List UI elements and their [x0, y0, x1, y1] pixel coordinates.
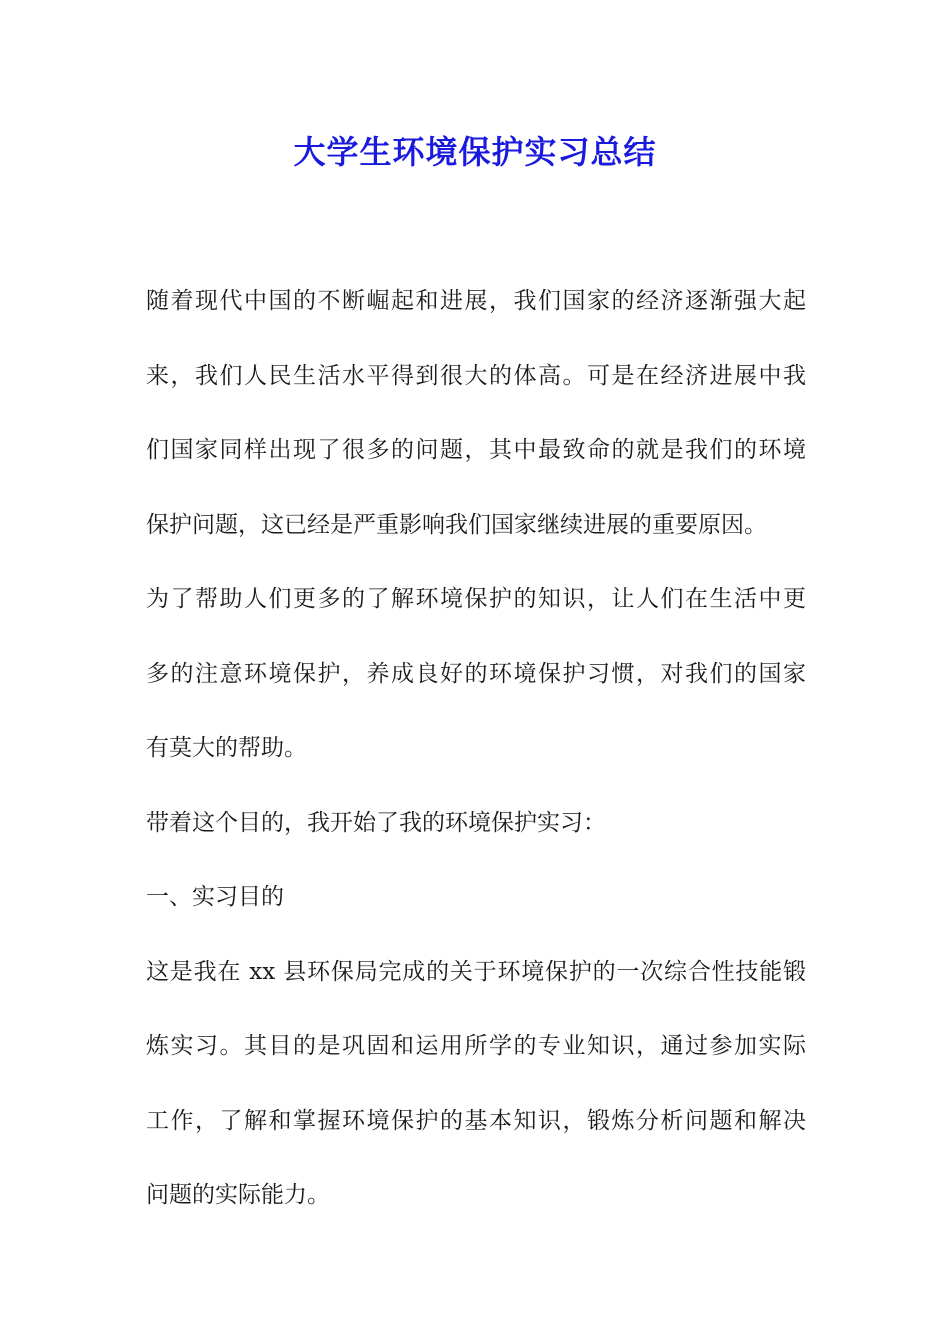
body-line: 带着这个目的，我开始了我的环境保护实习： — [146, 809, 606, 836]
body-line: 炼实习。其目的是巩固和运用所学的专业知识，通过参加实际 — [146, 1033, 806, 1059]
body-line: 们国家同样出现了很多的问题，其中最致命的就是我们的环境 — [146, 437, 806, 463]
body-line: 这是我在 xx 县环保局完成的关于环境保护的一次综合性技能锻 — [146, 958, 806, 985]
document-title: 大学生环境保护实习总结 — [293, 133, 657, 171]
body-line: 保护问题，这已经是严重影响我们国家继续进展的重要原因。 — [146, 511, 767, 538]
document-body — [146, 264, 806, 1233]
body-line: 一、实习目的 — [146, 884, 284, 910]
body-line: 问题的实际能力。 — [146, 1182, 330, 1208]
body-line: 工作，了解和掌握环境保护的基本知识，锻炼分析问题和解决 — [146, 1107, 806, 1134]
body-line: 来，我们人民生活水平得到很大的体高。可是在经济进展中我 — [146, 362, 806, 389]
body-line: 随着现代中国的不断崛起和进展，我们国家的经济逐渐强大起 — [146, 288, 806, 314]
body-line: 为了帮助人们更多的了解环境保护的知识，让人们在生活中更 — [146, 586, 806, 612]
body-line: 多的注意环境保护，养成良好的环境保护习惯，对我们的国家 — [146, 660, 806, 687]
body-line: 有莫大的帮助。 — [146, 735, 307, 761]
